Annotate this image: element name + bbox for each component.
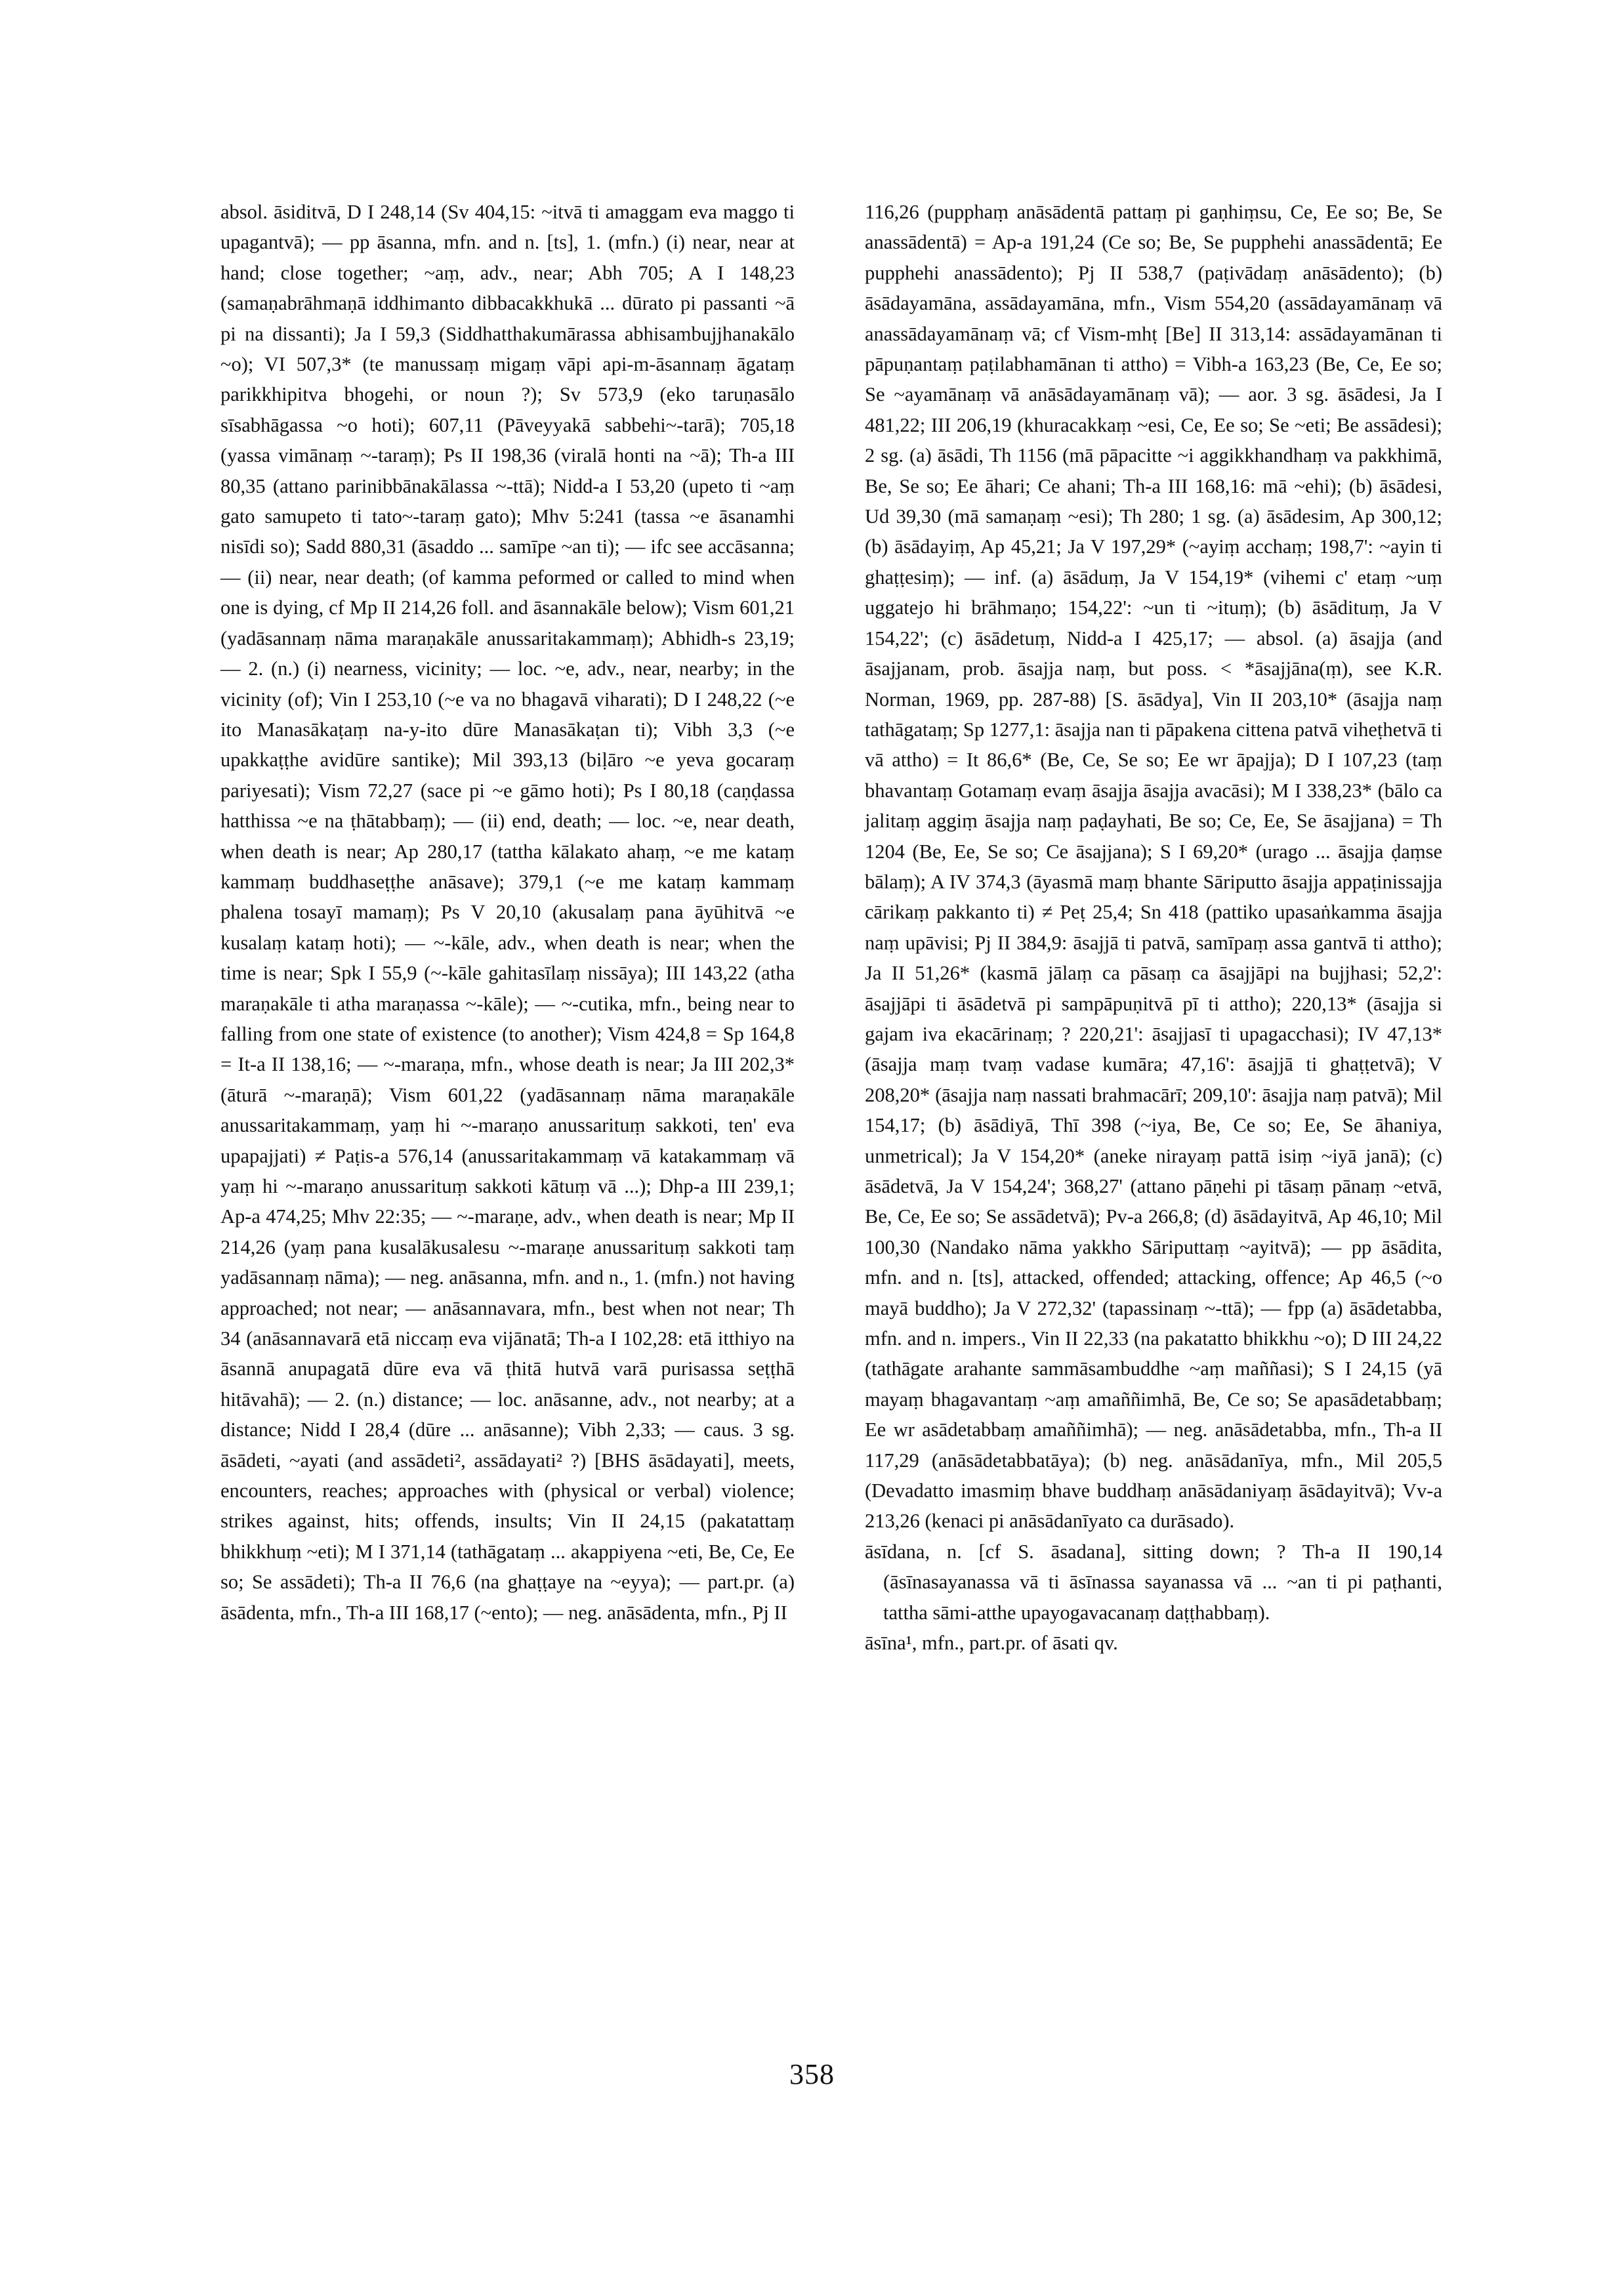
left-column: [220, 197, 795, 1628]
dictionary-entry-asina: āsīna¹, mfn., part.pr. of āsati qv.: [865, 1632, 1118, 1655]
dictionary-entry-text: absol. āsiditvā, D I 248,14 (Sv 404,15: ~itvā ti amaggam eva maggo ti upagantvā); — pp āsanna, mfn. and n. [ts], 1. (mfn.) (i) near, near at hand; close together; ~aṃ, adv., near; Abh 705; A I 148,23 (samaṇabrāhmaṇā iddhimanto dibbacakkhukā ... dūrato pi passanti ~ā pi na dissanti); Ja I 59,3 (Siddhatthakumārassa abhisambujjhanakālo ~o); VI 507,3* (te manussaṃ migaṃ vāpi api-m-āsannaṃ āgataṃ parikkhipitva bhogehi, or noun ?); Sv 573,9 (eko taruṇasālo sīsabhāgassa ~o hoti); 607,11 (Pāveyyakā sabbehi~-tarā); 705,18 (yassa vimānaṃ ~-taraṃ); Ps II 198,36 (viralā honti na ~ā); Th-a III 80,35 (attano parinibbānakālassa ~-ttā); Nidd-a I 53,20 (upeto ti ~aṃ gato samupeto ti tato~-taraṃ gato); Mhv 5:241 (tassa ~e āsanamhi nisīdi so); Sadd 880,31 (āsaddo ... samīpe ~an ti); — ifc see accāsanna; — (ii) near, near death; (of kamma peformed or called to mind when one is dying, cf Mp II 214,26 foll. and āsannakāle below); Vism 601,21 (yadāsannaṃ nāma maraṇakāle anussaritakammaṃ); Abhidh-s 23,19; — 2. (n.) (i) nearness, vicinity; — loc. ~e, adv., near, nearby; in the vicinity (of); Vin I 253,10 (~e va no bhagavā viharati); D I 248,22 (~e ito Manasākaṭaṃ na-y-ito dūre Manasākaṭan ti); Vibh 3,3 (~e upakkaṭṭhe avidūre santike); Mil 393,13 (biḷāro ~e yeva gocaraṃ pariyesati); Vism 72,27 (sace pi ~e gāmo hoti); Ps I 80,18 (caṇḍassa hatthissa ~e na ṭhātabbaṃ); — (ii) end, death; — loc. ~e, near death, when death is near; Ap 280,17 (tattha kālakato ahaṃ, ~e me kataṃ kammaṃ buddhaseṭṭhe anāsave); 379,1 (~e me kataṃ kammaṃ phalena tosayī mamaṃ); Ps V 20,10 (akusalaṃ pana āyūhitvā ~e kusalaṃ kataṃ hoti); — ~-kāle, adv., when death is near; when the time is near; Spk I 55,9 (~-kāle gahitasīlaṃ nissāya); III 143,22 (atha maraṇakāle ti atha maraṇassa ~-kāle); — ~-cutika, mfn., being near to falling from one state of existence (to another); Vism 424,8 = Sp 164,8 = It-a II 138,16; — ~-maraṇa, mfn., whose death is near; Ja III 202,3* (āturā ~-maraṇā); Vism 601,22 (yadāsannaṃ nāma maraṇakāle anussaritakammaṃ, yaṃ hi ~-maraṇo anussarituṃ sakkoti, ten' eva upapajjati) ≠ Paṭis-a 576,14 (anussaritakammaṃ vā katakammaṃ vā yaṃ hi ~-maraṇo anussarituṃ sakkoti kātuṃ vā ...); Dhp-a III 239,1; Ap-a 474,25; Mhv 22:35; — ~-maraṇe, adv., when death is near; Mp II 214,26 (yaṃ pana kusalākusalesu ~-maraṇe anussarituṃ sakkoti taṃ yadāsannaṃ nāma); — neg. anāsanna, mfn. and n., 1. (mfn.) not having approached; not near; — anāsannavara, mfn., best when not near; Th 34 (anāsannavarā etā niccaṃ eva vijānatā; Th-a I 102,28: etā itthiyo na āsannā anupagatā dūre eva vā ṭhitā hutvā varā purisassa seṭṭhā hitāvahā); — 2. (n.) distance; — loc. anāsanne, adv., not nearby; at a distance; Nidd I 28,4 (dūre ... anāsanne); Vibh 2,33; — caus. 3 sg. āsādeti, ~ayati (and assādeti², assādayati² ?) [BHS āsādayati], meets, encounters, reaches; approaches with (physical or verbal) violence; strikes against, hits; offends, insults; Vin II 24,15 (pakatattaṃ bhikkhuṃ ~eti); M I 371,14 (tathāgataṃ ... akappiyena ~eti, Be, Ce, Ee so; Se assādeti); Th-a II 76,6 (na ghaṭṭaye na ~eyya); — part.pr. (a) āsādenta, mfn., Th-a III 168,17 (~ento); — neg. anāsādenta, mfn., Pj II: [220, 201, 795, 1624]
page-number: 358: [789, 2058, 835, 2090]
dictionary-entry-asidana: āsīdana, n. [cf S. āsadana], sitting down; ? Th-a II 190,14 (āsīnasayanassa vā ti āsīnassa sayanassa vā ... ~an ti pi paṭhanti, tattha sāmi-atthe upayogavacanaṃ daṭṭhabbaṃ).: [865, 1540, 1442, 1624]
right-column: [865, 197, 1442, 1659]
dictionary-entry-text: 116,26 (pupphaṃ anāsādentā pattaṃ pi gaṇhiṃsu, Ce, Ee so; Be, Se anassādentā) = Ap-a 191,24 (Ce so; Be, Se pupphehi anassādentā; Ee pupphehi anassādento); Pj II 538,7 (paṭivādaṃ anāsādento); (b) āsādayamāna, assādayamāna, mfn., Vism 554,20 (assādayamānaṃ vā anassādayamānaṃ vā; cf Vism-mhṭ [Be] II 313,14: assādayamānan ti pāpuṇantaṃ paṭilabhamānan ti attho) = Vibh-a 163,23 (Be, Ce, Ee so; Se ~ayamānaṃ vā anāsādayamānaṃ vā); — aor. 3 sg. āsādesi, Ja I 481,22; III 206,19 (khuracakkaṃ ~esi, Ce, Ee so; Se ~eti; Be assādesi); 2 sg. (a) āsādi, Th 1156 (mā pāpacitte ~i aggikkhandhaṃ va pakkhimā, Be, Se so; Ee āhari; Ce ahani; Th-a III 168,16: mā ~ehi); (b) āsādesi, Ud 39,30 (mā samaṇaṃ ~esi); Th 280; 1 sg. (a) āsādesim, Ap 300,12; (b) āsādayiṃ, Ap 45,21; Ja V 197,29* (~ayiṃ acchaṃ; 198,7': ~ayin ti ghaṭṭesiṃ); — inf. (a) āsāduṃ, Ja V 154,19* (vihemi c' etaṃ ~uṃ uggatejo hi brāhmaṇo; 154,22': ~un ti ~ituṃ); (b) āsādituṃ, Ja V 154,22'; (c) āsādetuṃ, Nidd-a I 425,17; — absol. (a) āsajja (and āsajjanam, prob. āsajja naṃ, but poss. < *āsajjāna(ṃ), see K.R. Norman, 1969, pp. 287-88) [S. āsādya], Vin II 203,10* (āsajja naṃ tathāgataṃ; Sp 1277,1: āsajja nan ti pāpakena cittena patvā viheṭhetvā ti vā attho) = It 86,6* (Be, Ce, Se so; Ee wr āpajja); D I 107,23 (taṃ bhavantaṃ Gotamaṃ evaṃ āsajja āsajja avacāsi); M I 338,23* (bālo ca jalitaṃ aggiṃ āsajja naṃ paḍayhati, Be so; Ce, Ee, Se āsajjana) = Th 1204 (Be, Ee, Se so; Ce āsajjana); S I 69,20* (urago ... āsajja ḍaṃse bālaṃ); A IV 374,3 (āyasmā maṃ bhante Sāriputto āsajja appaṭinissajja cārikaṃ pakkanto ti) ≠ Peṭ 25,4; Sn 418 (pattiko upasaṅkamma āsajja naṃ upāvisi; Pj II 384,9: āsajjā ti patvā, samīpaṃ assa gantvā ti attho); Ja II 51,26* (kasmā jālaṃ ca pāsaṃ ca āsajjāpi na bujjhasi; 52,2': āsajjāpi ti āsādetvā pi sampāpuṇitvā pī ti attho); 220,13* (āsajja si gajam iva ekacārinaṃ; ? 220,21': āsajjasī ti upagacchasi); IV 47,13* (āsajja maṃ tvaṃ vadase kumāra; 47,16': āsajjā ti ghaṭṭetvā); V 208,20* (āsajja naṃ nassati brahmacārī; 209,10': āsajja naṃ patvā); Mil 154,17; (b) āsādiyā, Thī 398 (~iya, Be, Ce so; Ee, Se āhaniya, unmetrical); Ja V 154,20* (aneke nirayaṃ pattā isiṃ ~iyā janā); (c) āsādetvā, Ja V 154,24'; 368,27' (attano pāṇehi pi tāsaṃ pānaṃ ~etvā, Be, Ce, Ee so; Se assādetvā); Pv-a 266,8; (d) āsādayitvā, Ap 46,10; Mil 100,30 (Nandako nāma yakkho Sāriputtaṃ ~ayitvā); — pp āsādita, mfn. and n. [ts], attacked, offended; attacking, offence; Ap 46,5 (~o mayā buddho); Ja V 272,32' (tapassinaṃ ~-ttā); — fpp (a) āsādetabba, mfn. and n. impers., Vin II 22,33 (na pakatatto bhikkhu ~o); D III 24,22 (tathāgate arahante sammāsambuddhe ~aṃ maññasi); S I 24,15 (yā mayaṃ bhagavantaṃ ~aṃ amaññimhā, Be, Ce so; Se apasādetabbaṃ; Ee wr asādetabbaṃ amaññimhā); — neg. anāsādetabba, mfn., Th-a II 117,29 (anāsādetabbatāya); (b) neg. anāsādanīya, mfn., Mil 205,5 (Devadatto imasmiṃ bhave buddhaṃ anāsādaniyaṃ āsādayitvā); Vv-a 213,26 (kenaci pi anāsādanīyato ca durāsado).: [865, 201, 1442, 1533]
